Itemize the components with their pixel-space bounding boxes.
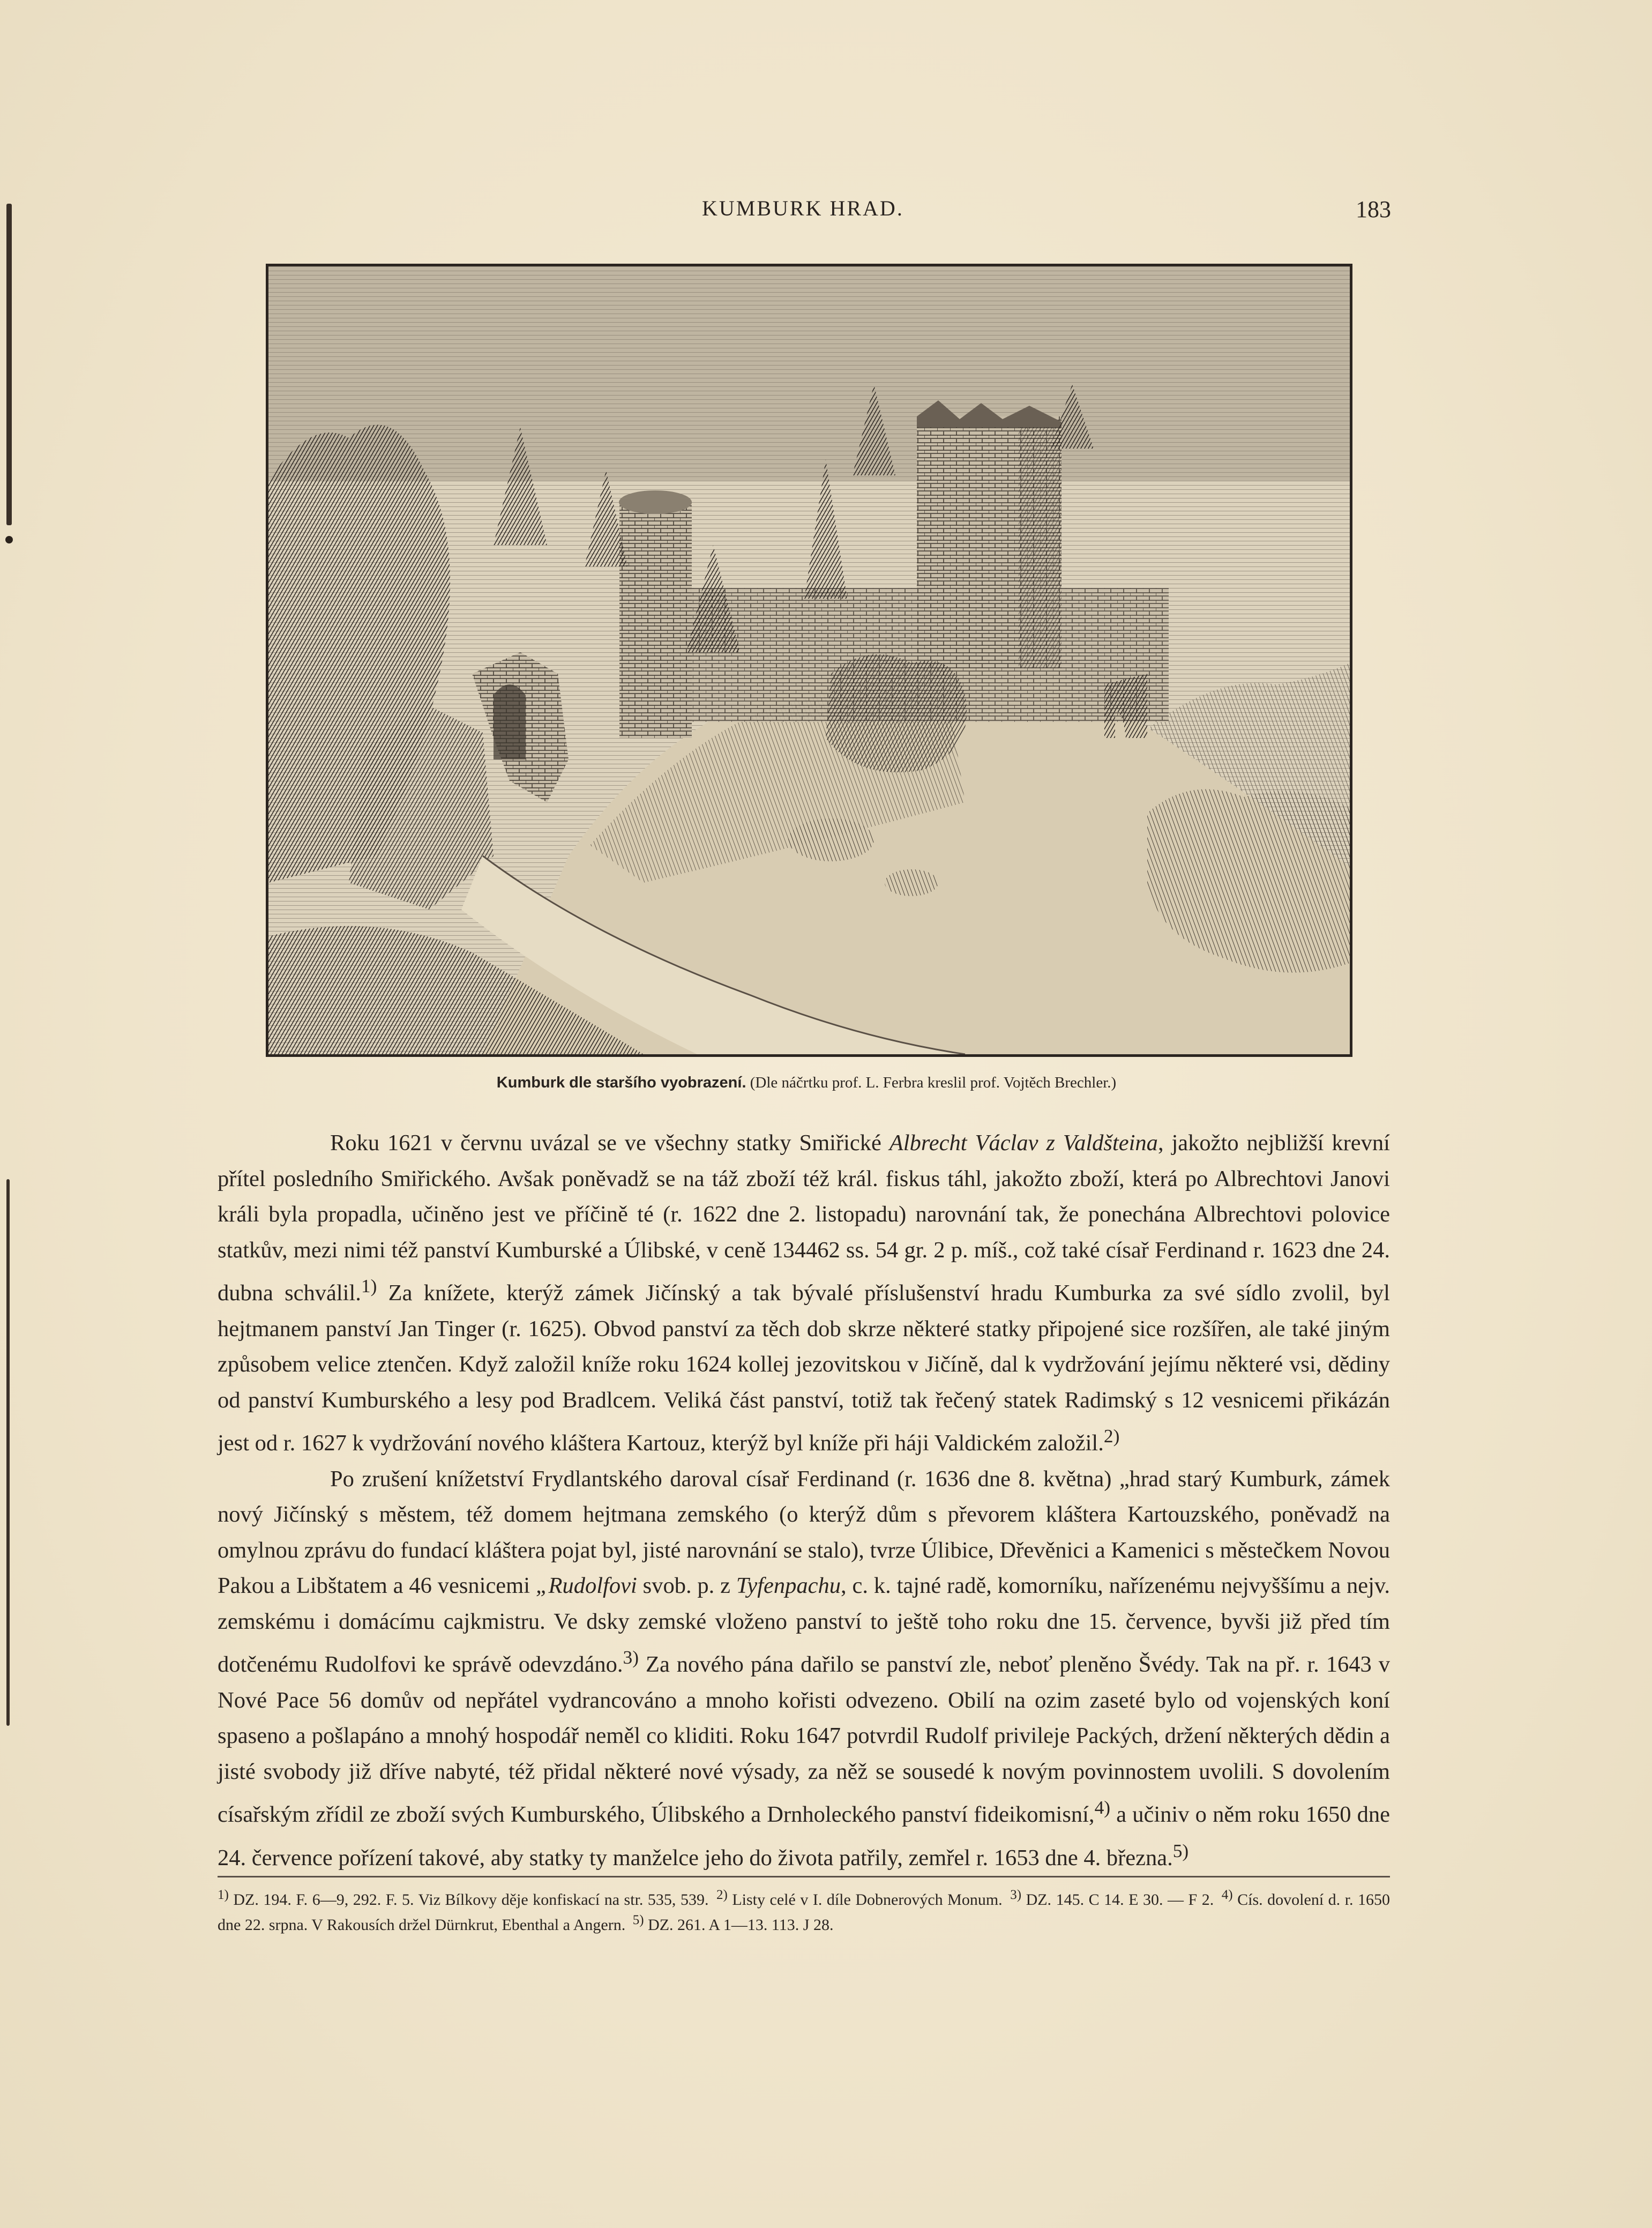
- footnote-ref: 3): [623, 1646, 639, 1668]
- figure-caption: [266, 1074, 1347, 1092]
- footnote-number: 4): [1221, 1888, 1233, 1902]
- page-number: 183: [1356, 196, 1391, 222]
- place-name: Tyfenpachu: [736, 1573, 841, 1599]
- footnote-number: 3): [1010, 1888, 1022, 1902]
- footnote-ref: 4): [1094, 1797, 1111, 1819]
- footnote-ref: 2): [1103, 1425, 1120, 1447]
- binding-dot: [5, 536, 13, 543]
- footnote-text: Cís. dovolení d. r. 1650 dne 22. srpna. V Rakousích držel Dürnkrut, Ebenthal a Angern.: [218, 1891, 1391, 1934]
- footnote-text: DZ. 261. A 1—13. 113. J 28.: [648, 1916, 834, 1934]
- running-head: KUMBURK HRAD.: [702, 196, 904, 220]
- caption-title: Kumburk dle staršího vyobrazení.: [496, 1074, 746, 1091]
- footnote-number: 1): [218, 1888, 229, 1902]
- footnotes: [218, 1876, 1390, 1935]
- paragraph: Roku 1621 v červnu uvázal se ve všechny statky Smiřické Albrecht Václav z Valdšteina, jakožto nejbližší krevní přítel posledního Smiřického. Avšak poněvadž se na táž zboží též král. fiskus táhl, jakožto zboží, která po Albrechtovi Janovi králi byla propadla, učiněno jest ve příčině té (r. 1622 dne 2. listopadu) narovnání tak, že ponechána Albrechtovi polovice statkův, mezi nimi též panství Kumburské a Úlibské, v ceně 134462 ss. 54 gr. 2 p. míš., což také císař Ferdinand r. 1623 dne 24. dubna schválil.$^{1)}$ Za knížete, kterýž zámek Jičínský a tak bývalé příslušenství hradu Kumburka za své sídlo zvolil, byl hejtmanem panství Jan Tinger (r. 1625). Obvod panství za těch dob skrze některé statky připojené sice rozšířen, ale také jiným způsobem velice ztenčen. Když založil kníže roku 1624 kollej jezovitskou v Jičíně, dal k vydržování jejímu některé vsi, dědiny od panství Kumburského a lesy pod Bradlcem. Veliká část panství, totiž tak řečený statek Radimský s 12 vesnicemi přikázán jest od r. 1627 k vydržování nového kláštera Kartouz, kterýž byl kníže při háji Valdickém založil.$^{2)}$: [218, 1130, 1390, 1456]
- footnote-text: DZ. 145. C 14. E 30. — F 2.: [1026, 1891, 1214, 1909]
- footnote-number: 5): [632, 1913, 644, 1927]
- paragraph: Po zrušení knížetství Frydlantského daroval císař Ferdinand (r. 1636 dne 8. května) „hrad starý Kumburk, zámek nový Jičínský s městem, též domem hejtmana zemského (o kterýž dům s převorem kláštera Kartouzského, poněvadž na omylnou zprávu do fundací kláštera pojat byl, jisté narovnání se stalo), tvrze Úlibice, Dřevěnici a Kamenici s městečkem Novou Pakou a Libštatem a 46 vesnicemi „Rudolfovi svob. p. z Tyfenpachu, c. k. tajné radě, komorníku, nařízenému nejvyššímu a nejv. zemskému i domácímu cajkmistru. Ve dsky zemské vloženo panství to ještě toho roku dne 15. července, byvši již před tím dotčenému Rudolfovi ke správě odevzdáno.$^{3)}$ Za nového pána dařilo se panství zle, neboť pleněno Švédy. Tak na př. r. 1643 v Nové Pace 56 domův od nepřátel vydrancováno a mnoho kořisti odvezeno. Obilí na ozim zaseté bylo od vojenských koní spaseno a pošlapáno a mnohý hospodář neměl co kliditi. Roku 1647 potvrdil Rudolf privileje Packých, držení některých dědin a jisté svobody již dříve nabyté, též přidal některé nové výsady, za něž se sousedé k novým povinnostem uvolili. S dovolením císařským zřídil ze zboží svých Kumburského, Úlibského a Drnholeckého panství fideikomisní,$^{4)}$ a učiniv o něm roku 1650 dne 24. července pořízení takové, aby statky ty manželce jeho do života patřily, zemřel r. 1653 dne 4. března.$^{5)}$: [218, 1466, 1390, 1871]
- castle-engraving-illustration: [268, 266, 1350, 1054]
- main-text: [218, 1126, 1390, 1876]
- footnote-text: DZ. 194. F. 6—9, 292. F. 5. Viz Bílkovy děje konfiskací na str. 535, 539.: [233, 1891, 709, 1909]
- footnote-ref: 5): [1172, 1840, 1189, 1862]
- person-name: Albrecht Václav z Valdšteina: [889, 1130, 1158, 1156]
- person-name: „Rudolfovi: [535, 1573, 637, 1599]
- footnote-ref: 1): [361, 1275, 377, 1296]
- caption-credit: (Dle náčrtku prof. L. Ferbra kreslil prof. Vojtěch Brechler.): [750, 1074, 1117, 1091]
- binding-mark: [6, 1179, 10, 1726]
- footnote-text: Listy celé v I. díle Dobnerových Monum.: [732, 1891, 1003, 1909]
- binding-mark: [6, 204, 12, 525]
- castle-engraving: [266, 264, 1352, 1057]
- footnote-number: 2): [716, 1888, 728, 1902]
